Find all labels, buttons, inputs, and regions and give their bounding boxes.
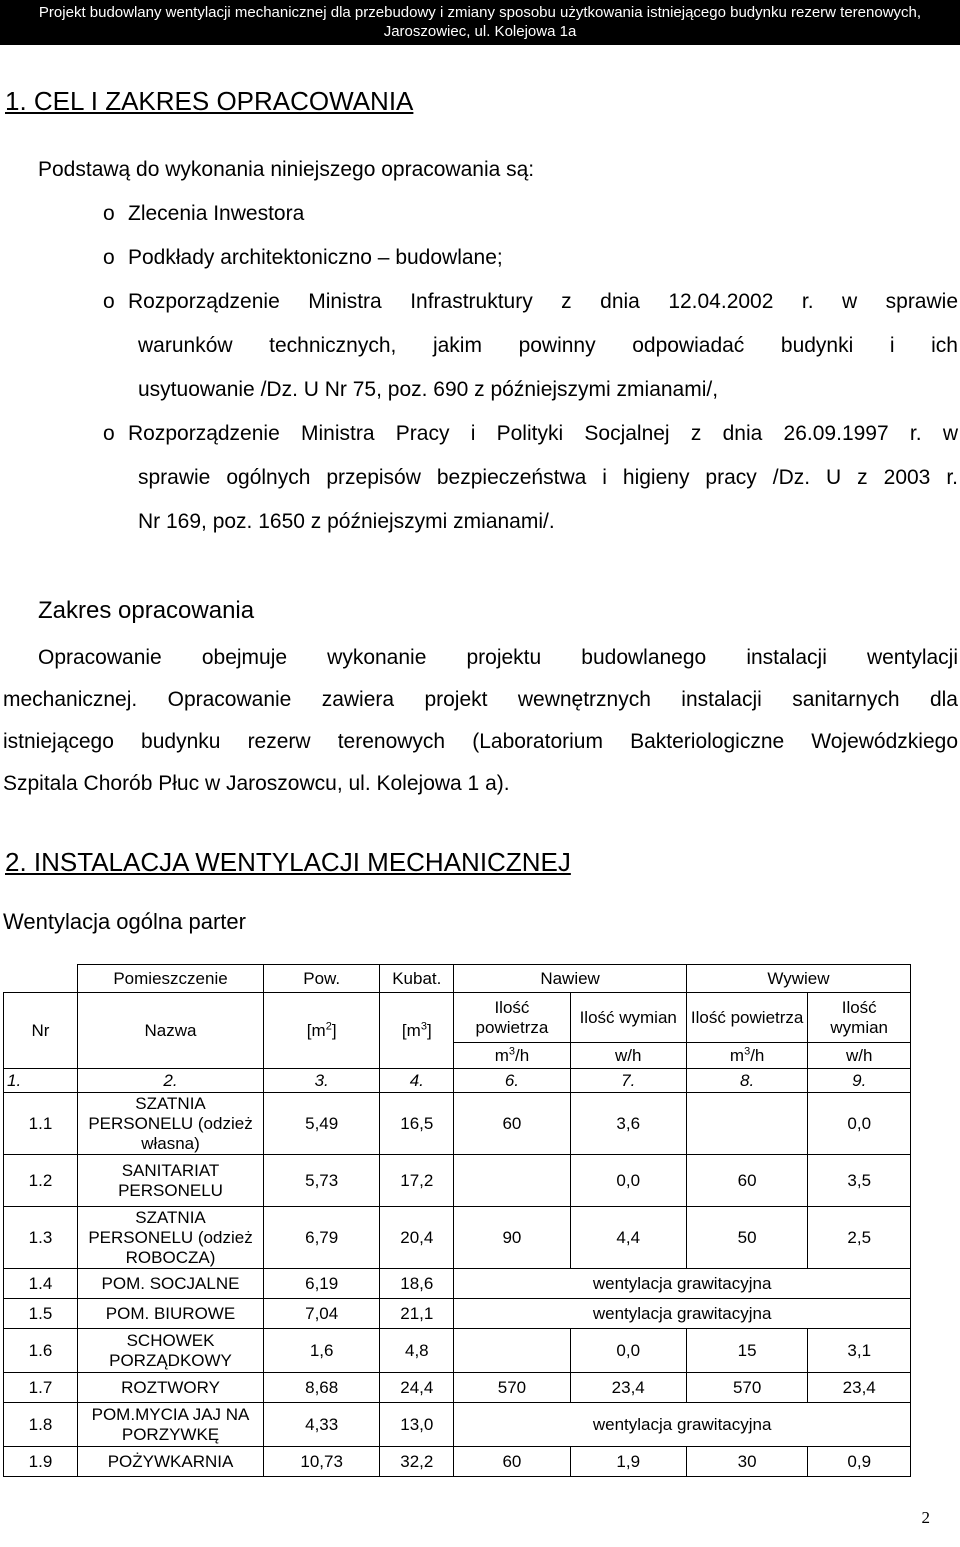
scope-line: mechanicznej. Opracowanie zawiera projekt wewnętrznych instalacji sanitarnych dla bbox=[3, 688, 958, 711]
table-row bbox=[4, 1155, 911, 1207]
table-group-header: Pomieszczenie bbox=[77, 965, 263, 993]
list-item-line: Rozporządzenie Ministra Infrastruktury z dnia 12.04.2002 r. w sprawie bbox=[128, 290, 958, 313]
table-cell: 0,9 bbox=[808, 1447, 911, 1477]
ventilation-table bbox=[3, 964, 911, 1477]
scope-heading: Zakres opracowania bbox=[38, 597, 255, 624]
table-column-header: Ilość wymian bbox=[570, 993, 686, 1043]
scope-line: Szpitala Chorób Płuc w Jaroszowcu, ul. Kolejowa 1 a). bbox=[3, 772, 510, 795]
table-cell: 1.6 bbox=[4, 1329, 78, 1373]
table-cell: 30 bbox=[686, 1447, 808, 1477]
table-column-header: Ilość powietrza bbox=[686, 993, 808, 1043]
table-cell: wentylacja grawitacyjna bbox=[454, 1299, 911, 1329]
table-cell: 10,73 bbox=[264, 1447, 380, 1477]
table-row bbox=[4, 1299, 911, 1329]
table-cell: 1.9 bbox=[4, 1447, 78, 1477]
table-column-number: 4. bbox=[380, 1069, 454, 1093]
table-column-number: 3. bbox=[264, 1069, 380, 1093]
table-column-number: 9. bbox=[808, 1069, 911, 1093]
table-cell: 4,4 bbox=[570, 1207, 686, 1269]
table-cell: 0,0 bbox=[570, 1329, 686, 1373]
table-cell: POM. BIUROWE bbox=[77, 1299, 263, 1329]
section-1-heading: 1. CEL I ZAKRES OPRACOWANIA bbox=[5, 86, 414, 116]
table-cell: 5,73 bbox=[264, 1155, 380, 1207]
table-cell: 0,0 bbox=[570, 1155, 686, 1207]
table-cell: 4,8 bbox=[380, 1329, 454, 1373]
page-number: 2 bbox=[921, 1508, 930, 1527]
table-unit-header: w/h bbox=[570, 1043, 686, 1069]
table-cell bbox=[686, 1093, 808, 1155]
table-cell: 60 bbox=[686, 1155, 808, 1207]
header-line-2: Jaroszowiec, ul. Kolejowa 1a bbox=[383, 23, 577, 40]
table-cell: 3,6 bbox=[570, 1093, 686, 1155]
table-column-header: Nazwa bbox=[77, 993, 263, 1069]
section-2-subheading: Wentylacja ogólna parter bbox=[3, 909, 246, 934]
table-cell: 50 bbox=[686, 1207, 808, 1269]
table-cell: 13,0 bbox=[380, 1403, 454, 1447]
table-cell: 16,5 bbox=[380, 1093, 454, 1155]
table-column-number: 2. bbox=[77, 1069, 263, 1093]
table-cell: SANITARIAT PERSONELU bbox=[77, 1155, 263, 1207]
table-cell: 0,0 bbox=[808, 1093, 911, 1155]
table-cell: SCHOWEK PORZĄDKOWY bbox=[77, 1329, 263, 1373]
bullet-marker: o bbox=[103, 202, 115, 225]
table-column-header: $[m^3]$ bbox=[380, 993, 454, 1069]
table-group-header-row bbox=[4, 965, 911, 993]
table-cell: 1,6 bbox=[264, 1329, 380, 1373]
table-column-header: $[m^2]$ bbox=[264, 993, 380, 1069]
table-cell: 4,33 bbox=[264, 1403, 380, 1447]
table-column-header: Ilość wymian bbox=[808, 993, 911, 1043]
table-cell: 1.8 bbox=[4, 1403, 78, 1447]
table-cell: SZATNIA PERSONELU (odzież własna) bbox=[77, 1093, 263, 1155]
table-group-header: Wywiew bbox=[686, 965, 910, 993]
table-cell: POM. SOCJALNE bbox=[77, 1269, 263, 1299]
table-cell: 20,4 bbox=[380, 1207, 454, 1269]
bullet-marker: o bbox=[103, 422, 115, 445]
table-cell: 2,5 bbox=[808, 1207, 911, 1269]
page-header bbox=[0, 0, 960, 45]
table-cell: 1.4 bbox=[4, 1269, 78, 1299]
table-cell bbox=[454, 1329, 570, 1373]
table-cell: 6,79 bbox=[264, 1207, 380, 1269]
table-row bbox=[4, 1329, 911, 1373]
list-item-line: sprawie ogólnych przepisów bezpieczeństwa i higieny pracy /Dz. U z 2003 r. bbox=[138, 466, 958, 489]
table-column-number: 7. bbox=[570, 1069, 686, 1093]
table-cell: 1.1 bbox=[4, 1093, 78, 1155]
table-cell: 8,68 bbox=[264, 1373, 380, 1403]
table-cell: ROZTWORY bbox=[77, 1373, 263, 1403]
table-cell: 60 bbox=[454, 1093, 570, 1155]
table-row bbox=[4, 1373, 911, 1403]
table-row bbox=[4, 1447, 911, 1477]
table-cell: 23,4 bbox=[570, 1373, 686, 1403]
table-column-number: 1. bbox=[4, 1069, 78, 1093]
table-unit-header: $m^3/h$ bbox=[686, 1043, 808, 1069]
table-cell: 7,04 bbox=[264, 1299, 380, 1329]
table-cell: 1.3 bbox=[4, 1207, 78, 1269]
table-cell: 570 bbox=[454, 1373, 570, 1403]
table-unit-header: $m^3/h$ bbox=[454, 1043, 570, 1069]
section-2-heading: 2. INSTALACJA WENTYLACJI MECHANICZNEJ bbox=[5, 847, 571, 877]
table-cell: 1,9 bbox=[570, 1447, 686, 1477]
intro-text: Podstawą do wykonania niniejszego opracowania są: bbox=[38, 158, 535, 181]
table-cell bbox=[4, 965, 78, 993]
table-cell: 18,6 bbox=[380, 1269, 454, 1299]
table-row bbox=[4, 1403, 911, 1447]
table-column-number-row bbox=[4, 1069, 911, 1093]
table-cell: 23,4 bbox=[808, 1373, 911, 1403]
table-group-header: Kubat. bbox=[380, 965, 454, 993]
table-column-header: Ilość powietrza bbox=[454, 993, 570, 1043]
table-row bbox=[4, 1269, 911, 1299]
table-cell: 60 bbox=[454, 1447, 570, 1477]
table-group-header: Nawiew bbox=[454, 965, 687, 993]
list-item-line: Nr 169, poz. 1650 z późniejszymi zmianami/. bbox=[138, 510, 555, 533]
table-cell: POŻYWKARNIA bbox=[77, 1447, 263, 1477]
table-cell: 21,1 bbox=[380, 1299, 454, 1329]
table-column-header-row bbox=[4, 993, 911, 1043]
table-column-header: Nr bbox=[4, 993, 78, 1069]
list-item: Podkłady architektoniczno – budowlane; bbox=[128, 246, 503, 269]
scope-line: istniejącego budynku rezerw terenowych (Laboratorium Bakteriologiczne Wojewódzkiego bbox=[3, 730, 958, 753]
table-cell: 6,19 bbox=[264, 1269, 380, 1299]
table-row bbox=[4, 1093, 911, 1155]
table-column-number: 8. bbox=[686, 1069, 808, 1093]
table-cell: 3,5 bbox=[808, 1155, 911, 1207]
table-unit-header: w/h bbox=[808, 1043, 911, 1069]
list-item-line: warunków technicznych, jakim powinny odpowiadać budynki i ich bbox=[138, 334, 958, 357]
bullet-marker: o bbox=[103, 246, 115, 269]
bullet-marker: o bbox=[103, 290, 115, 313]
table-row bbox=[4, 1207, 911, 1269]
table-cell: 570 bbox=[686, 1373, 808, 1403]
scope-line: Opracowanie obejmuje wykonanie projektu budowlanego instalacji wentylacji bbox=[38, 646, 958, 669]
list-item: Zlecenia Inwestora bbox=[128, 202, 305, 225]
table-cell: wentylacja grawitacyjna bbox=[454, 1269, 911, 1299]
table-cell bbox=[454, 1155, 570, 1207]
table-cell: 15 bbox=[686, 1329, 808, 1373]
table-cell: 5,49 bbox=[264, 1093, 380, 1155]
table-group-header: Pow. bbox=[264, 965, 380, 993]
header-line-1: Projekt budowlany wentylacji mechanicznej dla przebudowy i zmiany sposobu użytkowania istniejącego budynku rezerw terenowych, bbox=[38, 4, 922, 21]
table-column-number: 6. bbox=[454, 1069, 570, 1093]
table-cell: SZATNIA PERSONELU (odzież ROBOCZA) bbox=[77, 1207, 263, 1269]
table-cell: 17,2 bbox=[380, 1155, 454, 1207]
table-cell: 3,1 bbox=[808, 1329, 911, 1373]
table-cell: 1.5 bbox=[4, 1299, 78, 1329]
list-item-line: usytuowanie /Dz. U Nr 75, poz. 690 z późniejszymi zmianami/, bbox=[138, 378, 719, 401]
list-item-line: Rozporządzenie Ministra Pracy i Polityki Socjalnej z dnia 26.09.1997 r. w bbox=[128, 422, 958, 445]
table-cell: 24,4 bbox=[380, 1373, 454, 1403]
table-cell: wentylacja grawitacyjna bbox=[454, 1403, 911, 1447]
table-cell: 32,2 bbox=[380, 1447, 454, 1477]
table-cell: POM.MYCIA JAJ NA PORZYWKĘ bbox=[77, 1403, 263, 1447]
table-cell: 1.7 bbox=[4, 1373, 78, 1403]
table-cell: 1.2 bbox=[4, 1155, 78, 1207]
table-cell: 90 bbox=[454, 1207, 570, 1269]
